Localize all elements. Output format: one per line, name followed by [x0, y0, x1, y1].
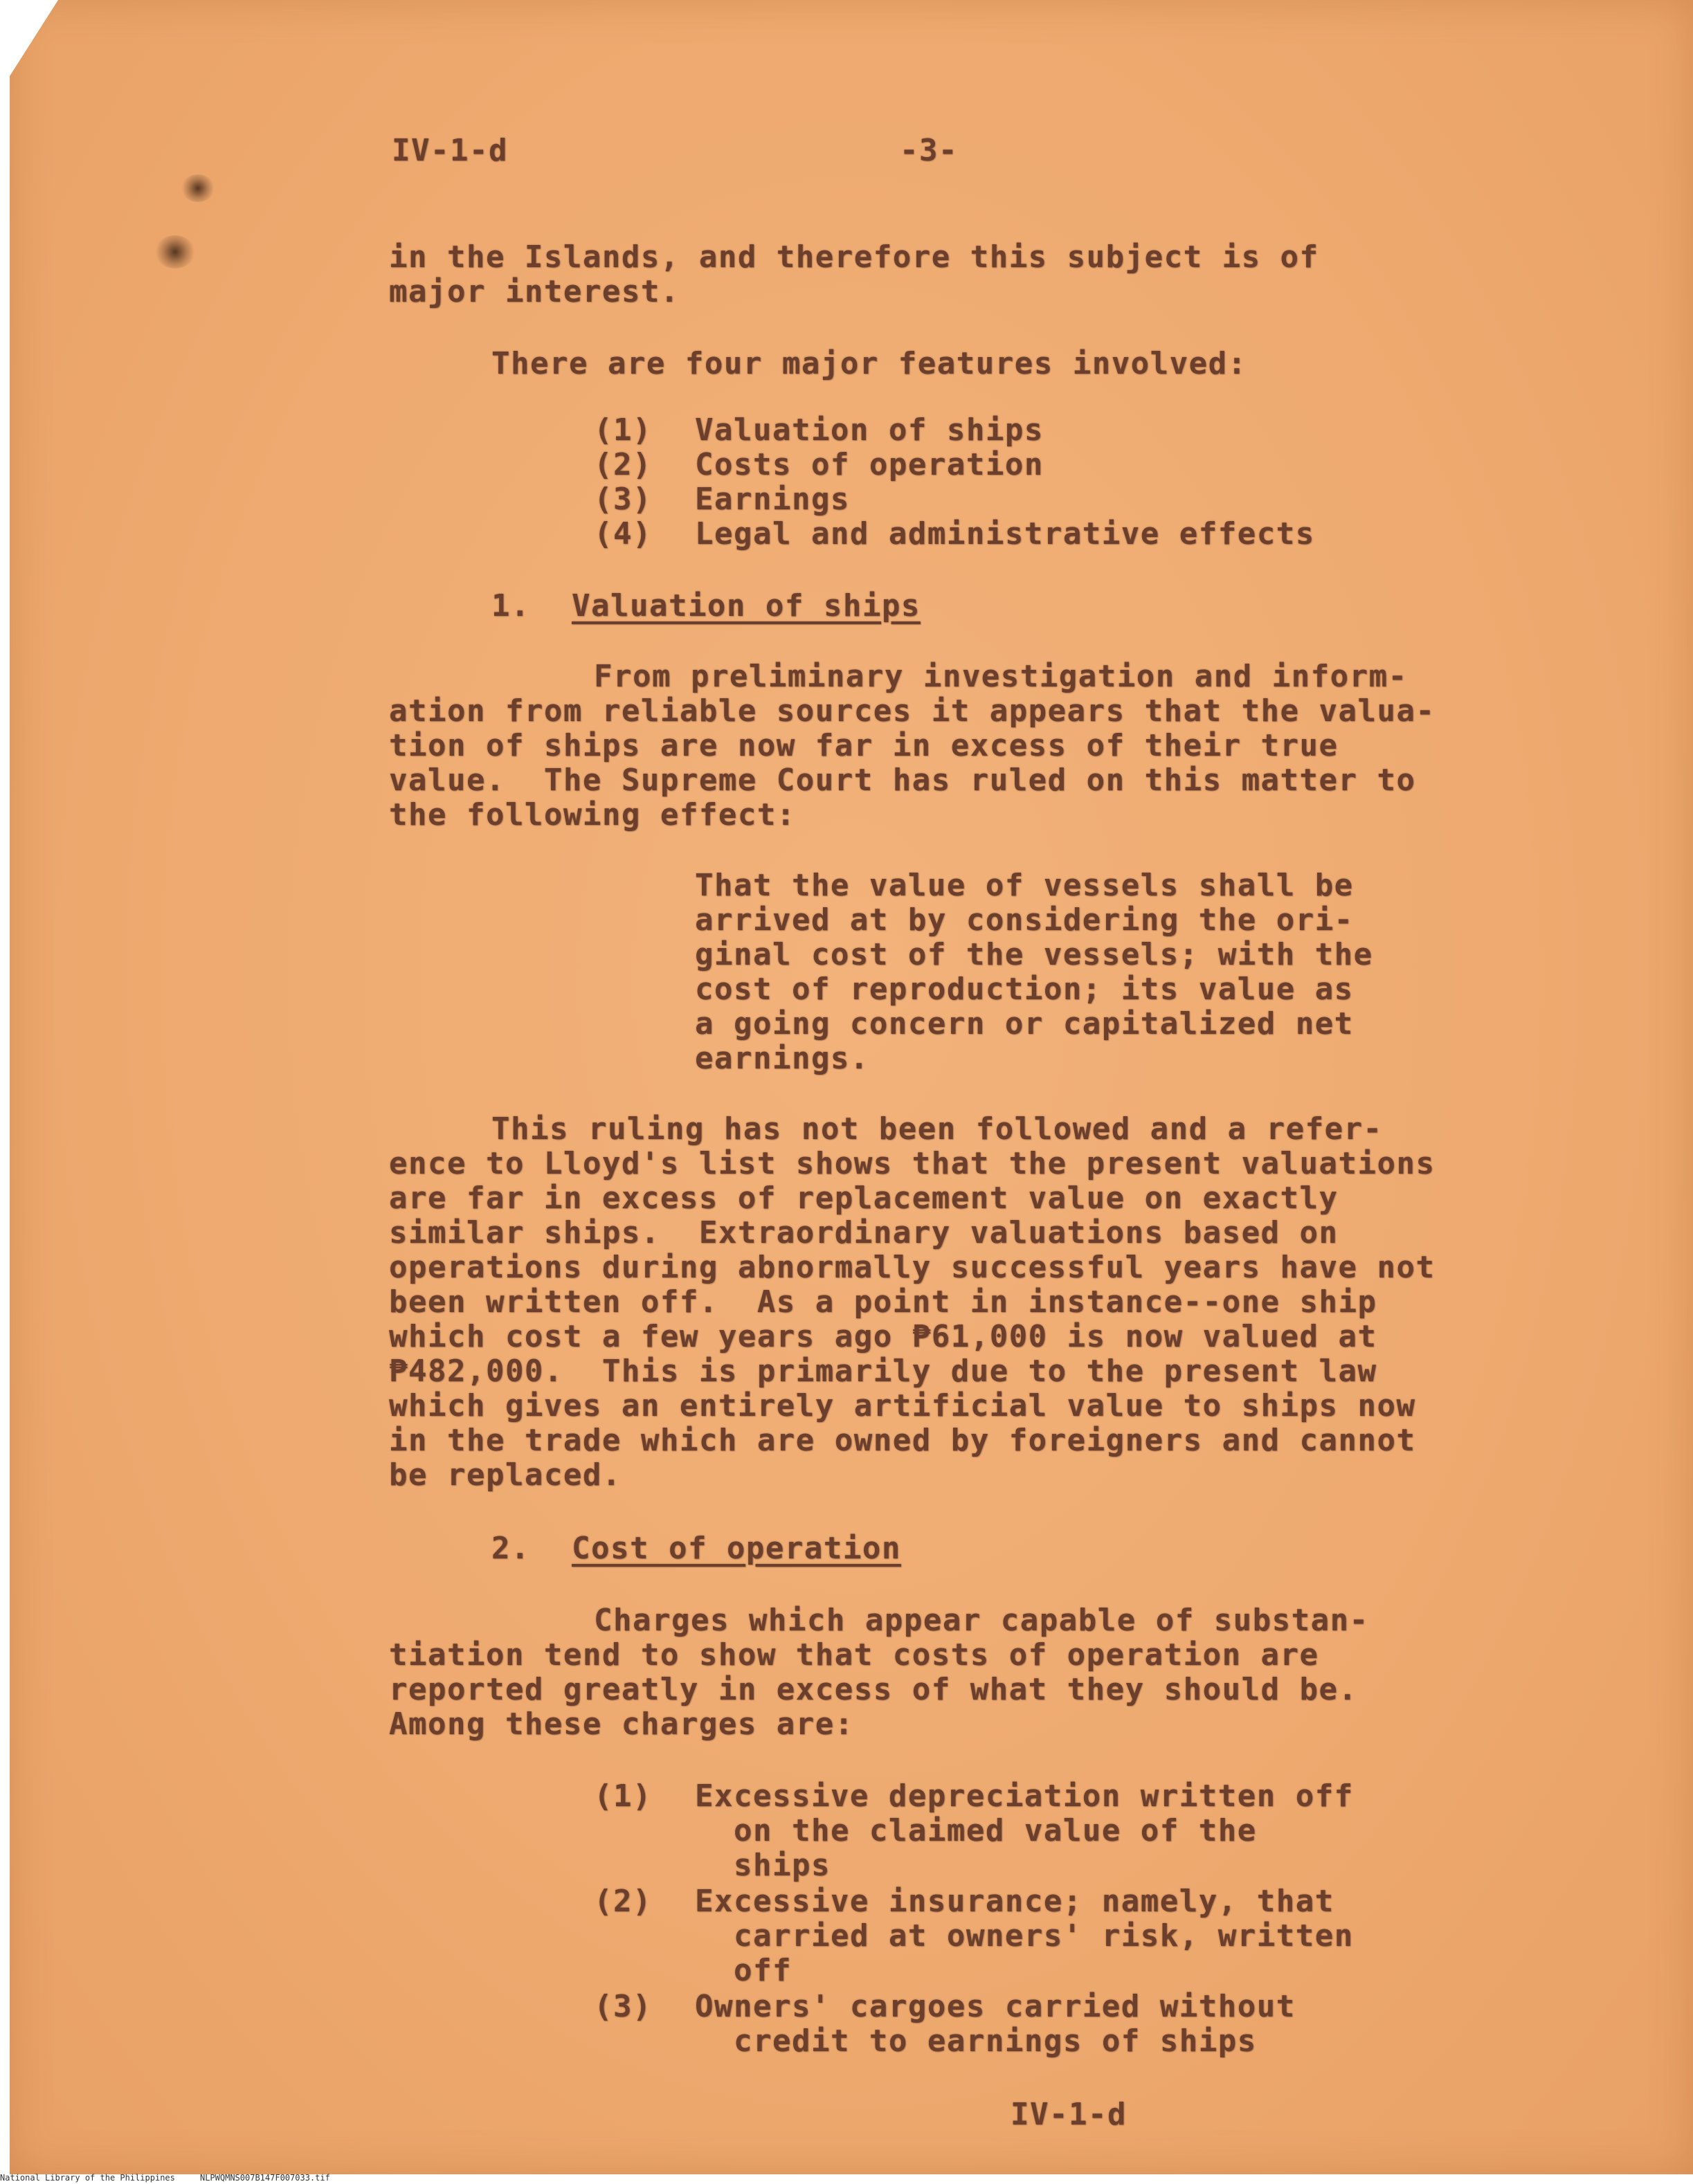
quote-line: arrived at by considering the ori-	[695, 902, 1354, 938]
paragraph-line: been written off. As a point in instance--one ship	[389, 1284, 1377, 1320]
charge-number: (2)	[594, 1884, 652, 1919]
quote-line: ginal cost of the vessels; with the	[695, 937, 1373, 972]
paragraph-line: reported greatly in excess of what they should be.	[389, 1672, 1358, 1707]
quote-line: cost of reproduction; its value as	[695, 972, 1354, 1007]
ink-stain	[155, 235, 195, 269]
paragraph-line: From preliminary investigation and inform-	[594, 659, 1408, 694]
quote-line: That the value of vessels shall be	[695, 868, 1354, 903]
feature-number: (3)	[594, 482, 652, 517]
paragraph-line: are far in excess of replacement value on exactly	[389, 1181, 1339, 1216]
paragraph-line: tiation tend to show that costs of operation are	[389, 1637, 1319, 1673]
feature-number: (2)	[594, 447, 652, 482]
page-number: -3-	[900, 133, 958, 168]
paragraph-line: ation from reliable sources it appears that the valua-	[389, 693, 1436, 729]
paragraph-line: which gives an entirely artificial value to ships now	[389, 1388, 1416, 1423]
paragraph-line: which cost a few years ago ₱61,000 is now valued at	[389, 1319, 1377, 1354]
archive-caption: National Library of the Philippines NLPWQMNS007B147F007033.tif	[0, 2173, 330, 2183]
feature-text: Legal and administrative effects	[695, 516, 1315, 552]
paragraph-line: Among these charges are:	[389, 1707, 854, 1742]
header-section-code: IV-1-d	[392, 133, 508, 168]
charge-line: Excessive insurance; namely, that	[695, 1884, 1334, 1919]
paragraph-line: similar ships. Extraordinary valuations based on	[389, 1215, 1339, 1250]
paragraph-line: ₱482,000. This is primarily due to the present law	[389, 1354, 1377, 1389]
charge-line: credit to earnings of ships	[734, 2023, 1257, 2059]
paragraph-line: be replaced.	[389, 1457, 622, 1493]
quote-line: earnings.	[695, 1041, 869, 1076]
feature-number: (1)	[594, 412, 652, 448]
paragraph-line: operations during abnormally successful years have not	[389, 1250, 1436, 1285]
paragraph-line: Charges which appear capable of substan-	[594, 1603, 1369, 1638]
charge-number: (3)	[594, 1989, 652, 2024]
charge-number: (1)	[594, 1778, 652, 1814]
paragraph-line: This ruling has not been followed and a refer-	[491, 1111, 1383, 1147]
charge-line: Excessive depreciation written off	[695, 1778, 1354, 1814]
charge-line: ships	[734, 1848, 831, 1883]
intro-line: major interest.	[389, 274, 680, 309]
paragraph-line: the following effect:	[389, 797, 796, 832]
feature-text: Valuation of ships	[695, 412, 1044, 448]
ink-stain	[181, 174, 215, 202]
paragraph-line: tion of ships are now far in excess of their true	[389, 728, 1339, 763]
charge-line: off	[734, 1953, 792, 1988]
section-1-heading: Valuation of ships	[572, 588, 921, 624]
charge-line: Owners' cargoes carried without	[695, 1989, 1296, 2024]
quote-line: a going concern or capitalized net	[695, 1006, 1354, 1041]
charge-line: carried at owners' risk, written	[734, 1918, 1354, 1954]
paragraph-line: value. The Supreme Court has ruled on this matter to	[389, 763, 1416, 798]
section-2-heading: Cost of operation	[572, 1531, 901, 1566]
paragraph-line: ence to Lloyd's list shows that the present valuations	[389, 1146, 1436, 1181]
feature-number: (4)	[594, 516, 652, 552]
section-2-number: 2.	[491, 1531, 530, 1566]
features-intro: There are four major features involved:	[491, 346, 1247, 381]
intro-line: in the Islands, and therefore this subject is of	[389, 239, 1319, 275]
charge-line: on the claimed value of the	[734, 1813, 1257, 1848]
feature-text: Earnings	[695, 482, 850, 517]
section-1-number: 1.	[491, 588, 530, 624]
footer-section-code: IV-1-d	[1011, 2097, 1127, 2132]
feature-text: Costs of operation	[695, 447, 1044, 482]
paragraph-line: in the trade which are owned by foreigners and cannot	[389, 1423, 1416, 1458]
